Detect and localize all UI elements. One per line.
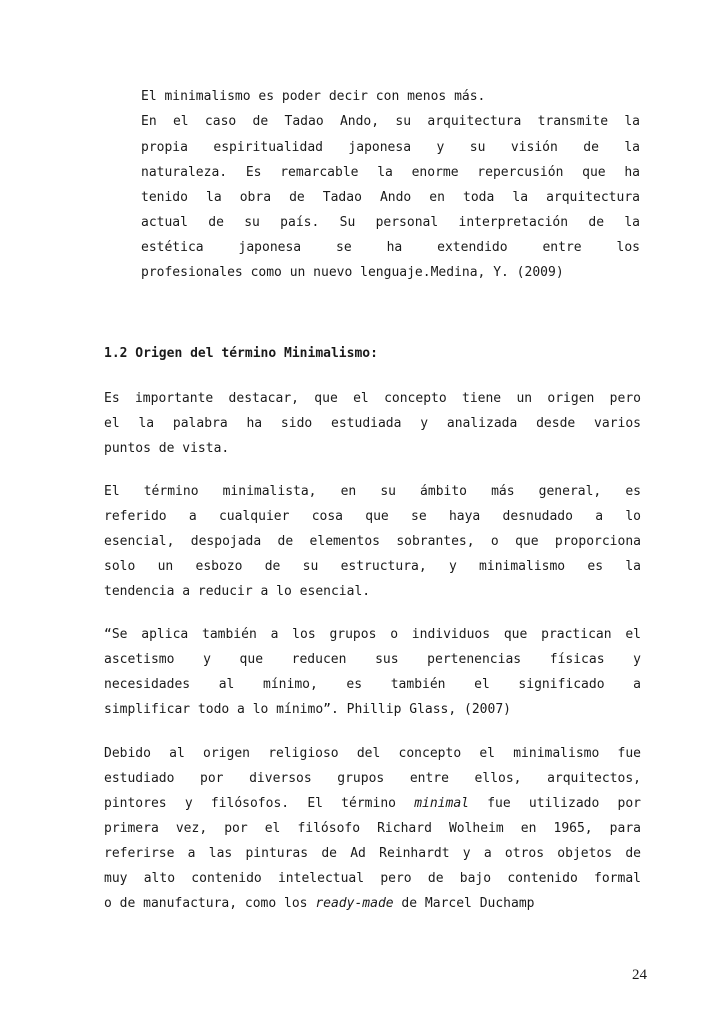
- text-run: pintores y filósofos. El término: [104, 796, 415, 811]
- text-run: o de manufactura, como los: [104, 896, 316, 911]
- paragraph-line: estudiado por diversos grupos entre ellos, arquitectos,: [104, 771, 641, 786]
- quote-line: naturaleza. Es remarcable la enorme repercusión que ha: [141, 165, 640, 180]
- paragraph-line: “Se aplica también a los grupos o individuos que practican el: [104, 627, 641, 642]
- section-heading: 1.2 Origen del término Minimalismo:: [104, 346, 378, 361]
- quote-line: profesionales como un nuevo lenguaje.Medina, Y. (2009): [141, 265, 564, 280]
- paragraph-line: muy alto contenido intelectual pero de bajo contenido formal: [104, 871, 641, 886]
- paragraph-line: referirse a las pinturas de Ad Reinhardt y a otros objetos de: [104, 846, 641, 861]
- paragraph-line: necesidades al mínimo, es también el significado a: [104, 677, 641, 692]
- page-number: 24: [632, 967, 647, 983]
- paragraph-line: ascetismo y que reducen sus pertenencias físicas y: [104, 652, 641, 667]
- quote-line: actual de su país. Su personal interpretación de la: [141, 215, 640, 230]
- paragraph-line: simplificar todo a lo mínimo”. Phillip Glass, (2007): [104, 702, 511, 717]
- paragraph-line: solo un esbozo de su estructura, y minimalismo es la: [104, 559, 641, 574]
- paragraph-line: tendencia a reducir a lo esencial.: [104, 584, 371, 599]
- paragraph-line: puntos de vista.: [104, 441, 230, 456]
- paragraph-line: primera vez, por el filósofo Richard Wolheim en 1965, para: [104, 821, 641, 836]
- quote-line: propia espiritualidad japonesa y su visión de la: [141, 140, 640, 155]
- paragraph-line: Es importante destacar, que el concepto tiene un origen pero: [104, 391, 641, 406]
- text-run: fue utilizado por: [468, 796, 642, 811]
- paragraph-line: [104, 895, 641, 913]
- paragraph-line: El término minimalista, en su ámbito más general, es: [104, 484, 641, 499]
- quote-line: El minimalismo es poder decir con menos más.: [141, 89, 486, 104]
- paragraph-line: [104, 795, 641, 813]
- italic-term: minimal: [414, 796, 469, 811]
- italic-term: ready-made: [315, 896, 394, 911]
- text-run: de Marcel Duchamp: [393, 896, 535, 911]
- paragraph-line: Debido al origen religioso del concepto el minimalismo fue: [104, 746, 641, 761]
- paragraph-line: esencial, despojada de elementos sobrantes, o que proporciona: [104, 534, 641, 549]
- quote-line: estética japonesa se ha extendido entre los: [141, 240, 640, 255]
- paragraph-line: referido a cualquier cosa que se haya desnudado a lo: [104, 509, 641, 524]
- quote-line: En el caso de Tadao Ando, su arquitectura transmite la: [141, 114, 640, 129]
- paragraph-line: el la palabra ha sido estudiada y analizada desde varios: [104, 416, 641, 431]
- quote-line: tenido la obra de Tadao Ando en toda la arquitectura: [141, 190, 640, 205]
